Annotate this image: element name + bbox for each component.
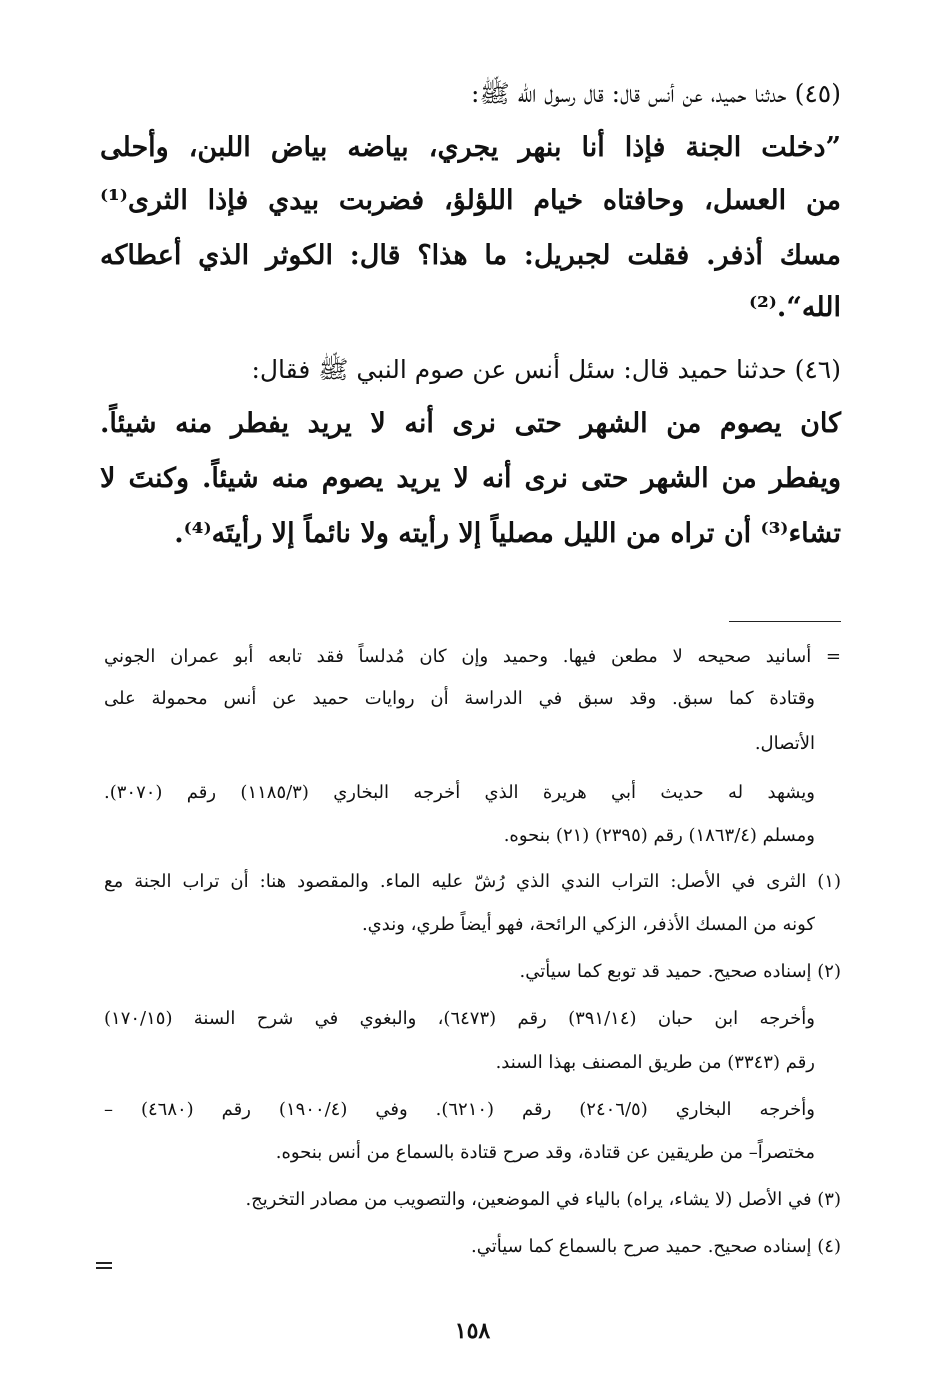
- footnote-2-line-2: وأخرجه ابن حبان (٣٩١/١٤) رقم (٦٤٧٣)، والبغوي في شرح السنة (١٧٠/١٥): [104, 1008, 815, 1029]
- hadith-46-matn-line-1: كان يصوم من الشهر حتى نرى أنه لا يريد يفطر منه شيئاً.: [100, 408, 841, 439]
- footnote-continuation-line-1: = أسانيد صحيحه لا مطعن فيها. وحميد وإن كان مُدلساً فقد تابعه أبو عمران الجوني: [104, 646, 841, 667]
- footnote-continuation-line-5: ومسلم (١٨٦٣/٤) رقم (٢٣٩٥) (٢١) بنحوه.: [503, 825, 815, 846]
- hadith-45-matn-line-1: ”دخلت الجنة فإذا أنا بنهر يجري، بياضه بياض اللبن، وأحلى: [100, 132, 841, 163]
- footnote-3: (٣) في الأصل (لا يشاء، يراه) بالياء في الموضعين، والتصويب من مصادر التخريج.: [245, 1189, 841, 1210]
- end-mark-2: [96, 1267, 112, 1269]
- footnote-separator: [729, 621, 841, 622]
- hadith-45-matn-line-3: مسك أذفر. فقلت لجبريل: ما هذا؟ قال: الكوثر الذي أعطاكه: [100, 240, 841, 271]
- page-number: ١٥٨: [454, 1318, 491, 1344]
- footnote-1-line-2: كونه من المسك الأذفر، الزكي الرائحة، فهو أيضاً طري، وندي.: [361, 914, 815, 935]
- hadith-46-matn-line-2: ويفطر من الشهر حتى نرى أنه لا يريد يصوم منه شيئاً. وكنتَ لا: [100, 463, 841, 494]
- footnote-continuation-line-3: الأتصال.: [754, 733, 815, 754]
- footnote-2-line-5: مختصراً– من طريقين عن قتادة، وقد صرح قتادة بالسماع من أنس بنحوه.: [275, 1142, 815, 1163]
- end-mark: [96, 1262, 112, 1264]
- hadith-45-isnad: (٤٥) حدثنا حميد، عن أنس قال: قال رسول الله ﷺ:: [471, 79, 841, 108]
- footnote-2-line-4: وأخرجه البخاري (٢٤٠٦/٥) رقم (٦٢١٠). وفي (١٩٠٠/٤) رقم (٤٦٨٠) –: [104, 1099, 815, 1120]
- footnote-1-line-1: (١) الثرى في الأصل: التراب الندي الذي رُشّ عليه الماء. والمقصود هنا: أن تراب الجنة مع: [104, 871, 841, 892]
- footnote-continuation-line-4: ويشهد له حديث أبي هريرة الذي أخرجه البخاري (١١٨٥/٣) رقم (٣٠٧٠).: [104, 782, 815, 803]
- hadith-46-matn-line-3: تشاء⁽³⁾ أن تراه من الليل مصلياً إلا رأيته ولا نائماً إلا رأيتَه⁽⁴⁾.: [174, 518, 841, 549]
- footnote-2-line-1: (٢) إسناده صحيح. حميد قد توبع كما سيأتي.: [519, 961, 841, 982]
- hadith-46-isnad: (٤٦) حدثنا حميد قال: سئل أنس عن صوم النبي ﷺ فقال:: [251, 355, 841, 384]
- footnote-continuation-line-2: وقتادة كما سبق. وقد سبق في الدراسة أن روايات حميد عن أنس محمولة على: [104, 688, 815, 709]
- footnote-2-line-3: رقم (٣٣٤٣) من طريق المصنف بهذا السند.: [495, 1052, 815, 1073]
- hadith-45-matn-line-2: من العسل، وحافتاه خيام اللؤلؤ، فضربت بيدي فإذا الثرى⁽¹⁾: [100, 185, 841, 216]
- hadith-45-matn-line-4: الله“.⁽²⁾: [749, 292, 841, 323]
- footnote-4: (٤) إسناده صحيح. حميد صرح بالسماع كما سيأتي.: [470, 1236, 841, 1257]
